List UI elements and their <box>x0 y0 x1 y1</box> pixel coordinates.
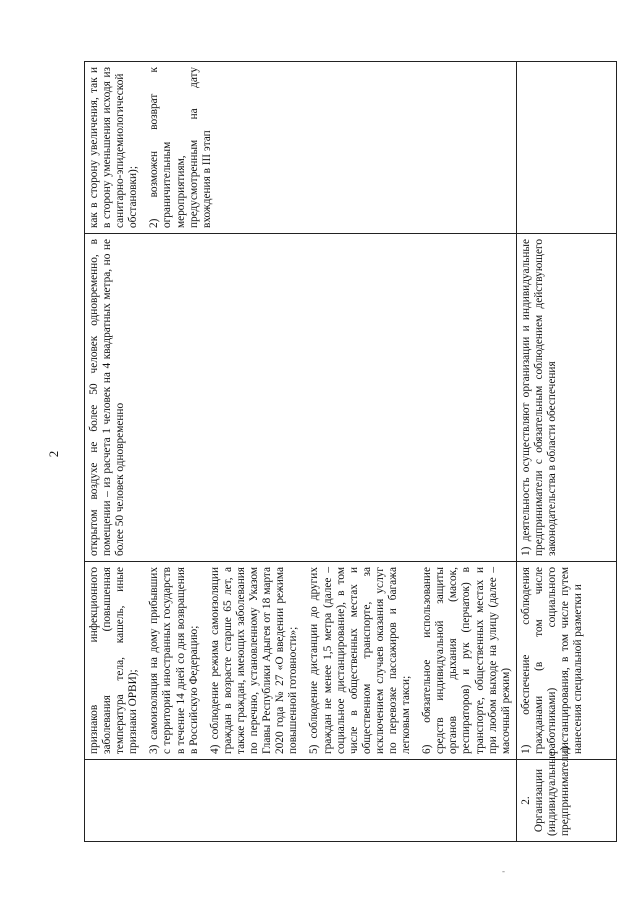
category-cell-2 <box>516 746 616 842</box>
measure-text: 3) самоизоляция на дому прибывших с территорий иностранных государств в течение 14 дней со дня возвращения в Российскую Федерацию; <box>148 567 200 754</box>
measures-cell-1 <box>85 562 517 760</box>
measure-text: 5) соблюдение дистанции до других граждан не менее 1,5 метра (далее – социальное дистанцирование), в том числе в общественных местах и общественном транспорте, за исключением случаев оказания услуг по перевозке пассажиров и багажа легковым такси; <box>308 567 413 754</box>
measures-cell-2 <box>516 562 616 760</box>
category-line: (индивидуальные <box>546 751 558 836</box>
conditions-cell-1 <box>85 234 517 562</box>
note-text: 2) возможен возврат к ограничительным мероприятиям, предусмотренным на дату вхождения в III этап <box>148 67 213 228</box>
note-text: как в сторону увеличения, так и в сторону уменьшения исходя из санитарно-эпидемиологической обстановки); <box>88 67 140 228</box>
page-number: 2 <box>46 450 61 458</box>
measure-text: 1) обеспечение соблюдения гражданами (в том числе работниками) социального дистанцирования, в том числе путем нанесения специальной разметки и <box>519 567 585 754</box>
measure-text: 4) соблюдение режима самоизоляции граждан в возрасте старше 65 лет, а также граждан, имеющих заболевания по перечню, установленному Указом Главы Республики Адыгея от 18 марта 2020 года № 27 «О введении режима повышенной готовности»; <box>208 567 300 754</box>
regulations-table <box>84 61 617 842</box>
category-line: предприниматели) <box>559 746 572 836</box>
condition-text: 1) деятельность осуществляют организации и индивидуальные предприниматели с обязательным соблюдением действующего законодательства в области обеспечения <box>519 239 558 556</box>
measure-text: признаков инфекционного заболевания (повышенная температура тела, кашель, иные признаки ОРВИ); <box>88 567 140 754</box>
table-row-1 <box>85 62 517 842</box>
footer-mark: - <box>502 866 505 876</box>
measure-text: 6) обязательное использование средств индивидуальной защиты органов дыхания (масок, респираторов) и рук (перчаток) в транспорте, общественных местах и при любом выходе на улицу (далее – масочный режим) <box>421 567 512 754</box>
category-cell-1 <box>85 760 517 842</box>
notes-cell-1 <box>85 62 517 234</box>
condition-text: открытом воздухе не более 50 человек одновременно, в помещении – из расчета 1 человек на 4 квадратных метра, но не более 50 человек одновременно <box>88 239 127 556</box>
document-sheet <box>84 62 585 842</box>
category-line: 2. Организации <box>519 768 545 833</box>
table-row-2 <box>516 62 616 842</box>
conditions-cell-2 <box>516 234 616 562</box>
notes-cell-2 <box>516 62 616 234</box>
